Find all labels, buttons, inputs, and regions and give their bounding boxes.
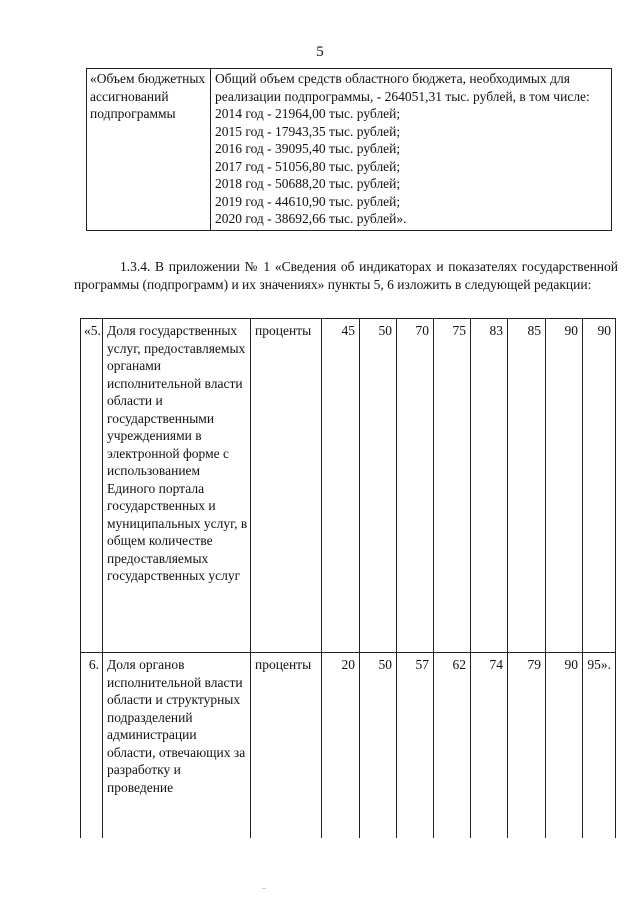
indicator-name: Доля органов исполнительной власти области и структурных подразделений администрации области, отвечающих за разработку и проведение: [103, 653, 251, 839]
indicator-row: [81, 653, 616, 839]
indicator-value: 79: [508, 653, 546, 839]
amendment-text: 1.3.4. В приложении № 1 «Сведения об индикаторах и показателях государственной программы (подпрограмм) и их значениях» пункты 5, 6 изложить в следующей редакции:: [74, 259, 618, 292]
indicator-value: 95».: [583, 653, 616, 839]
budget-text: [211, 69, 612, 231]
budget-year-line: 2019 год - 44610,90 тыс. рублей;: [215, 193, 401, 209]
budget-year-line: 2017 год - 51056,80 тыс. рублей;: [215, 158, 401, 174]
amendment-paragraph: [74, 258, 618, 294]
indicator-unit: проценты: [251, 319, 322, 653]
indicator-number: 6.: [81, 653, 103, 839]
budget-year-line: 2015 год - 17943,35 тыс. рублей;: [215, 123, 401, 139]
indicator-value: 70: [397, 319, 434, 653]
indicator-name: Доля государственных услуг, предоставляемых органами исполнительной власти области и государственными учреждениями в электронной форме с использованием Единого портала государственных и муниципальных услуг, в общем количестве предоставляемых государственных услуг: [103, 319, 251, 653]
indicator-value: 50: [360, 319, 397, 653]
indicator-value: 74: [471, 653, 508, 839]
indicator-value: 20: [322, 653, 360, 839]
budget-year-line: 2014 год - 21964,00 тыс. рублей;: [215, 106, 401, 121]
budget-year-line: 2016 год - 39095,40 тыс. рублей;: [215, 141, 401, 156]
budget-row: [87, 69, 612, 231]
budget-year-line: 2018 год - 50688,20 тыс. рублей;: [215, 176, 401, 191]
indicator-value: 90: [583, 319, 616, 653]
indicator-value: 45: [322, 319, 360, 653]
budget-table: [86, 68, 612, 231]
scan-mark: ..: [262, 882, 266, 891]
indicators-table: [80, 318, 616, 838]
page-number: 5: [316, 44, 324, 60]
budget-year-line: 2020 год - 38692,66 тыс. рублей».: [215, 211, 407, 226]
indicator-number: «5.: [81, 319, 103, 653]
budget-label: «Объем бюджетных ассигнований подпрограммы: [87, 69, 211, 231]
indicator-value: 90: [546, 319, 583, 653]
indicator-value: 75: [434, 319, 471, 653]
indicator-value: 90: [546, 653, 583, 839]
indicator-unit: проценты: [251, 653, 322, 839]
indicator-value: 57: [397, 653, 434, 839]
indicator-value: 62: [434, 653, 471, 839]
indicator-value: 85: [508, 319, 546, 653]
indicator-value: 50: [360, 653, 397, 839]
budget-intro: Общий объем средств областного бюджета, необходимых для реализации подпрограммы, - 264051,31 тыс. рублей, в том числе:: [215, 71, 590, 104]
indicator-value: 83: [471, 319, 508, 653]
indicator-row: [81, 319, 616, 653]
